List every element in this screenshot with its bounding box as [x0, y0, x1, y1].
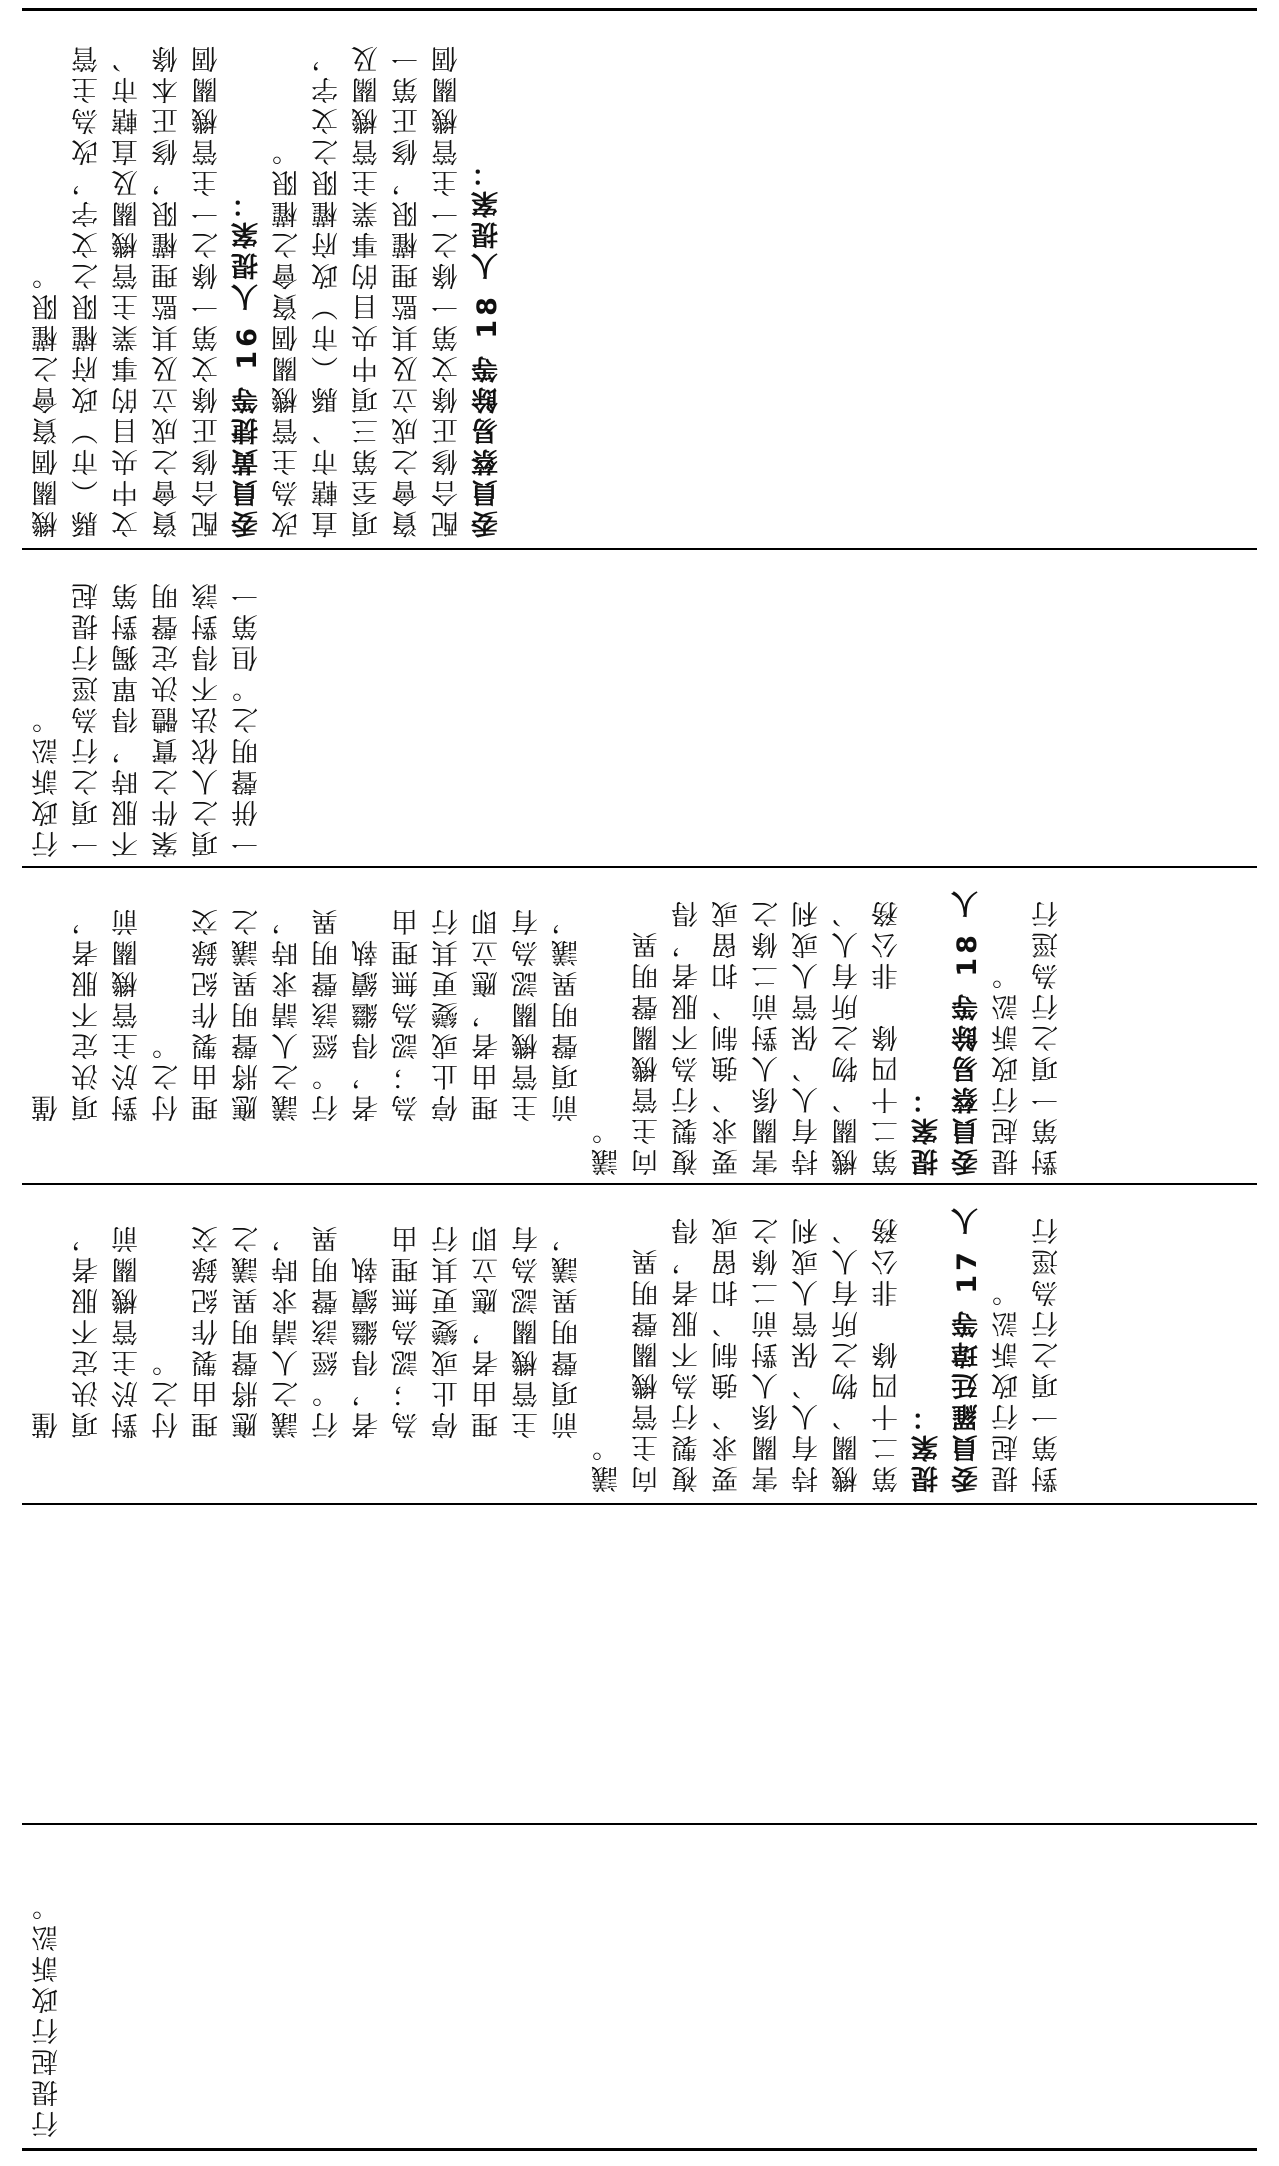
article-lead-1: 對第一項之行為逕行提起行政訴訟。 [992, 897, 1063, 1176]
rule-section-5 [22, 1823, 1257, 1825]
article-para2-2: 前項聲明異議，主管機關認為有理由者，應立即停止或變更其行為；認為無理由者，得繼續執行。經該聲明異議之人請求時，應將聲明異議之理由製作紀錄交付之。 [152, 1222, 583, 1439]
article-body-2: 第二十四條 非公務機關、物之所有人、持有人、保管人或利害關係人對前二條之要求、強制、扣留或複製行為不服者，得向主管機關聲明異議。 [592, 1214, 903, 1493]
section-top-col1 [28, 18, 668, 538]
section-top-col2 [28, 558, 348, 858]
article-para3-2: 對於主管機關前項決定不服者，僅 [32, 1222, 143, 1439]
rule-section-1 [22, 548, 1257, 550]
rule-section-3 [22, 1183, 1257, 1185]
proposal-heading-1: 委員蔡易餘等 18 人提案： [472, 155, 503, 538]
rule-section-2 [22, 866, 1257, 868]
rule-bottom [22, 2148, 1257, 2151]
proposal-text-2: 配合修正條文第一條之一主管機關個資會之成立及其監理權限，修正本條文中央目的事業主管機關及直轄市、縣（市）政府權限之文字，改為主管機關個資會之權限。 [32, 42, 223, 538]
proposal-text-1: 配合修正條文第一條之一主管機關個資會之成立及其監理權限，修正第一項至第三項中央目的事業主管機關及直轄市、縣（市）政府權限之文字，改為主管機關個資會之權限。 [272, 42, 463, 538]
section-bottom-col [28, 1833, 108, 2138]
section-middle-col1 [28, 876, 1238, 1176]
article-lead-2: 對第一項之行為逕行提起行政訴訟。 [992, 1214, 1063, 1493]
article-heading-1: 委員蔡易餘等 18 人提案： [912, 886, 983, 1176]
article-heading-2: 委員羅廷瑋等 17 人提案： [912, 1203, 983, 1493]
bottom-text: 行提起行政訴訟。 [32, 1890, 63, 2138]
rule-section-4 [22, 1503, 1257, 1505]
article-body-1: 第二十四條 非公務機關、物之所有人、持有人、保管人或利害關係人對前二條之要求、強制、扣留或複製行為不服者，得向主管機關聲明異議。 [592, 897, 903, 1176]
rule-top [22, 8, 1257, 11]
article-para3-1: 對於主管機關前項決定不服者，僅 [32, 905, 143, 1122]
section-middle-col2 [28, 1193, 1238, 1493]
proposal-heading-2: 委員黃捷等 16 人提案： [232, 186, 263, 538]
statement-text: 一併聲明之。但第一項之人依法不得對該案件之實體決定聲明不服時，得單獨對第一項之行為逕行提起行政訴訟。 [32, 579, 263, 858]
article-para2-1: 前項聲明異議，主管機關認為有理由者，應立即停止或變更其行為；認為無理由者，得繼續執行。經該聲明異議之人請求時，應將聲明異議之理由製作紀錄交付之。 [152, 905, 583, 1122]
